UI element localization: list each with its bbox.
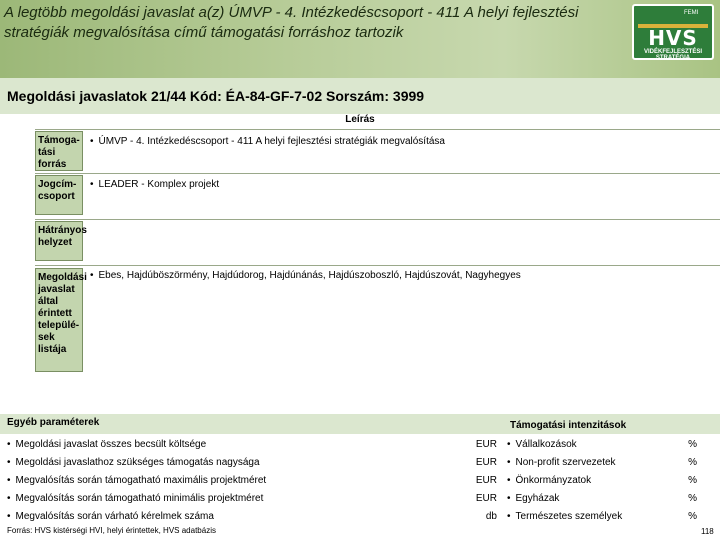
claim-group-value xyxy=(90,179,219,190)
list-item xyxy=(7,454,497,472)
bullet: • xyxy=(7,439,11,450)
list-item xyxy=(7,436,497,454)
code-title: Megoldási javaslatok 21/44 Kód: ÉA-84-GF-7-02 Sorszám: 3999 xyxy=(7,88,425,104)
row-divider xyxy=(35,265,720,266)
intensities-heading: Támogatási intenzitások xyxy=(510,420,627,431)
header-banner xyxy=(0,0,720,78)
intensity-unit: % xyxy=(688,511,697,522)
param-label: Megvalósítás során támogatható maximális projektméret xyxy=(15,475,267,486)
intensities-list xyxy=(507,436,697,526)
label-funding-source: Támoga-tási forrás xyxy=(35,131,83,171)
bullet: • xyxy=(507,475,511,486)
settlements-text: Ebes, Hajdúböszörmény, Hajdúdorog, Hajdúnánás, Hajdúszoboszló, Hajdúszovát, Nagyhegyes xyxy=(98,270,521,281)
list-item xyxy=(507,454,697,472)
hvs-logo xyxy=(632,4,714,60)
intensity-unit: % xyxy=(688,475,697,486)
list-item xyxy=(507,508,697,526)
param-unit: db xyxy=(485,511,497,522)
logo-top-text: FEMI xyxy=(684,10,699,16)
param-unit: EUR xyxy=(475,439,497,450)
label-disadvantage: Hátrányos helyzet xyxy=(35,221,83,261)
param-unit: EUR xyxy=(475,493,497,504)
page-title: A legtöbb megoldási javaslat a(z) ÚMVP - 4. Intézkedéscsoport - 411 A helyi fejlesztési stratégiák megvalósítása című támogatási forráshoz tartozik xyxy=(4,4,579,41)
intensity-unit: % xyxy=(688,439,697,450)
param-unit: EUR xyxy=(475,457,497,468)
param-label: Megvalósítás során támogatható minimális projektméret xyxy=(15,493,264,504)
list-item xyxy=(7,490,497,508)
row-divider xyxy=(35,129,720,130)
intensity-unit: % xyxy=(688,493,697,504)
param-label: Megoldási javaslathoz szükséges támogatás nagysága xyxy=(15,457,260,468)
bullet: • xyxy=(507,493,511,504)
intensity-label: Vállalkozások xyxy=(515,439,577,450)
description-heading: Leírás xyxy=(345,114,375,125)
intensity-label: Önkormányzatok xyxy=(515,475,592,486)
row-divider xyxy=(35,219,720,220)
funding-source-text: ÚMVP - 4. Intézkedéscsoport - 411 A helyi fejlesztési stratégiák megvalósítása xyxy=(98,136,445,147)
list-item xyxy=(507,490,697,508)
claim-group-text: LEADER - Komplex projekt xyxy=(98,179,220,190)
bullet: • xyxy=(507,511,511,522)
intensity-label: Egyházak xyxy=(515,493,560,504)
list-item xyxy=(7,508,497,526)
bullet: • xyxy=(90,179,94,190)
bullet: • xyxy=(7,511,11,522)
logo-subtitle: VIDÉKFEJLESZTÉSI STRATÉGIA xyxy=(643,49,702,61)
bullet: • xyxy=(507,457,511,468)
param-label: Megvalósítás során várható kérelmek száma xyxy=(15,511,214,522)
page-number: 118 xyxy=(701,527,714,536)
list-item xyxy=(507,472,697,490)
settlements-value xyxy=(90,270,521,281)
intensity-label: Non-profit szervezetek xyxy=(515,457,616,468)
bullet: • xyxy=(7,475,11,486)
param-unit: EUR xyxy=(475,475,497,486)
list-item xyxy=(7,472,497,490)
parameters-list xyxy=(7,436,497,526)
list-item xyxy=(507,436,697,454)
logo-text: HVS xyxy=(648,26,698,50)
bullet: • xyxy=(7,457,11,468)
row-divider xyxy=(35,173,720,174)
label-claim-group: Jogcím-csoport xyxy=(35,175,83,215)
intensity-label: Természetes személyek xyxy=(515,511,623,522)
bullet: • xyxy=(90,270,94,281)
param-label: Megoldási javaslat összes becsült költsége xyxy=(15,439,207,450)
bullet: • xyxy=(507,439,511,450)
label-settlements: Megoldási javaslat által érintett települé-sek listája xyxy=(35,268,83,372)
source-note: Forrás: HVS kistérségi HVI, helyi érintettek, HVS adatbázis xyxy=(7,526,216,535)
bullet: • xyxy=(90,136,94,147)
funding-source-value xyxy=(90,136,445,147)
bullet: • xyxy=(7,493,11,504)
intensity-unit: % xyxy=(688,457,697,468)
parameters-heading: Egyéb paraméterek xyxy=(7,417,100,428)
